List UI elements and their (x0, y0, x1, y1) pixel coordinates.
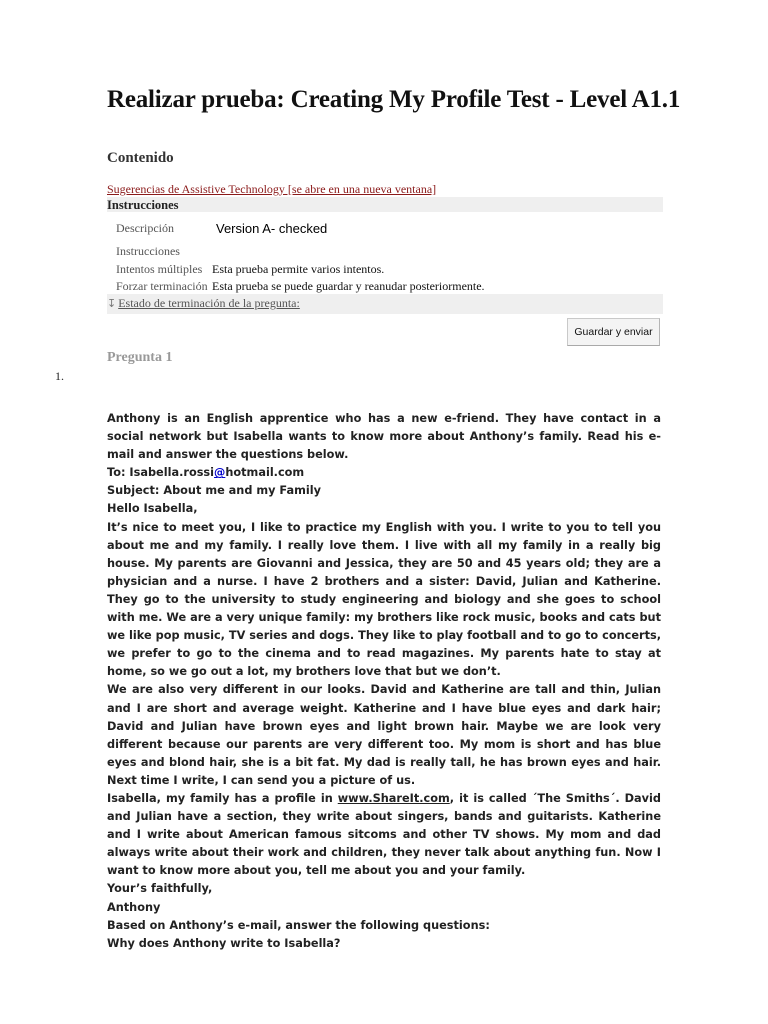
email-greeting: Hello Isabella, (107, 502, 198, 516)
paragraph-3-end: , it is called ´The Smiths´. David and Julian have a section, they write about singers, bands and guitarists. Katherine and I write about American famous sitcoms and other TV shows. My mom and dad always write about their work and children, they never talk about anything fun. Now I want to know more about you, tell me about you and your family. (107, 791, 661, 878)
email-signature: Anthony (107, 900, 161, 914)
force-completion-value: Esta prueba se puede guardar y reanudar posteriormente. (212, 279, 485, 293)
double-chevron-down-icon: ↧ (107, 298, 117, 310)
page-title: Realizar prueba: Creating My Profile Test - Level A1.1 (107, 86, 681, 113)
email-to-label: To: (107, 466, 130, 480)
question-intro: Anthony is an English apprentice who has a new e-friend. They have contact in a social network but Isabella wants to know more about Anthony’s family. Read his e-mail and answer the questions below. (107, 412, 661, 462)
instructions-header-bar (107, 197, 663, 212)
completion-status-label: Estado de terminación de la pregunta: (118, 296, 300, 310)
email-paragraph-1: It’s nice to meet you, I like to practice my English with you. I write to you to tell you about me and my family. I really love them. I live with all my family in a really big house. My parents are Giovanni and Jessica, they are 50 and 45 years old; they are a physician and a nurse. I have 2 brothers and a sister: David, Julian and Katherine. They go to the university to study engineering and biology and she goes to school with me. We are a very unique family: my brothers like rock music, books and cats but we like pop music, TV series and dogs. They like to play football and to go to concerts, we prefer to go to the cinema and to read magazines. My parents hate to stay at home, so we go out a lot, my brothers love that but we don’t. (107, 520, 661, 679)
shareit-link[interactable]: www.ShareIt.com (337, 791, 450, 805)
email-to-user: Isabella.rossi (129, 466, 215, 480)
email-paragraph-2: We are also very different in our looks. David and Katherine are tall and thin, Julian and I are short and average weight. Katherine and I have blue eyes and dark hair; David and Julian have brown eyes and light brown hair. Maybe we are look very different because our parents are very different too. My mom is short and has blue eyes and blond hair, she is a bit fat. My dad is really tall, he has brown eyes and hair. Next time I write, I can send you a picture of us. (107, 683, 661, 787)
description-label: Descripción (116, 221, 174, 235)
completion-status-toggle[interactable] (107, 296, 300, 311)
email-to (107, 464, 661, 482)
assistive-technology-link[interactable]: Sugerencias de Assistive Technology [se abre en una nueva ventana] (107, 182, 437, 196)
email-closing: Your’s faithfully, (107, 882, 213, 896)
email-at-link[interactable]: @ (214, 466, 226, 480)
description-value: Version A- checked (216, 221, 328, 236)
instructions-label: Instrucciones (116, 244, 180, 258)
question-number: 1. (55, 369, 64, 383)
force-completion-label: Forzar terminación (116, 279, 208, 293)
question-body (107, 410, 661, 953)
paragraph-3-start: Isabella, my family has a profile in (107, 791, 338, 805)
email-subject: Subject: About me and my Family (107, 484, 321, 498)
question-heading: Pregunta 1 (107, 350, 173, 365)
instructions-heading: Instrucciones (107, 198, 179, 212)
save-and-submit-button[interactable]: Guardar y enviar (567, 318, 660, 346)
email-to-domain: hotmail.com (225, 466, 305, 480)
multiple-attempts-label: Intentos múltiples (116, 262, 203, 276)
multiple-attempts-value: Esta prueba permite varios intentos. (212, 262, 385, 276)
section-heading: Contenido (107, 150, 174, 166)
question-item-1: Why does Anthony write to Isabella? (107, 936, 341, 950)
email-paragraph-3 (107, 790, 661, 880)
questions-prompt: Based on Anthony’s e-mail, answer the following questions: (107, 918, 490, 932)
